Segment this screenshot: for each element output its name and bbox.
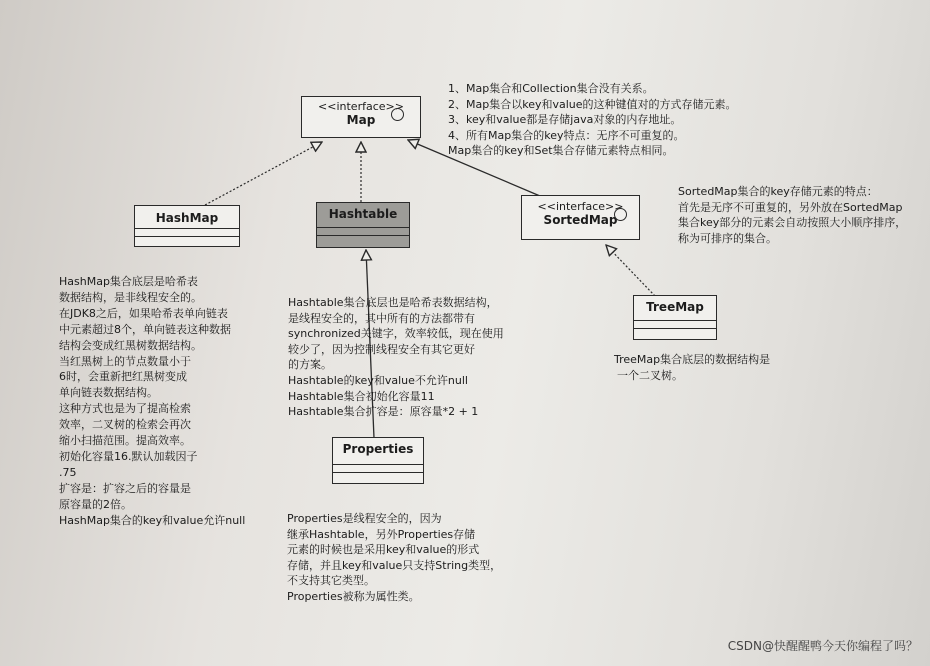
note-line: 2、Map集合以key和value的这种键值对的方式存储元素。 <box>448 97 737 111</box>
note-line: 不支持其它类型。 <box>287 574 375 588</box>
note-line: synchronized关键字，效率较低，现在使用 <box>288 327 504 341</box>
properties-note <box>287 511 501 605</box>
interface-circle-icon <box>614 208 627 221</box>
note-line: Hashtable的key和value不允许null <box>288 373 468 387</box>
map-interface-box <box>301 96 421 138</box>
note-line: SortedMap集合的key存储元素的特点： <box>678 185 878 198</box>
note-line: 较少了，因为控制线程安全有其它更好 <box>288 342 475 356</box>
note-line: Map集合的key和Set集合存储元素特点相同。 <box>448 144 674 157</box>
note-line: 单向链表数据结构。 <box>59 386 158 400</box>
note-line: TreeMap集合底层的数据结构是 <box>614 353 771 366</box>
note-line: 的方案。 <box>288 358 332 372</box>
note-line: 当红黑树上的节点数量小于 <box>59 354 191 368</box>
note-line: HashMap集合的key和value允许null <box>59 513 246 527</box>
note-line: 6时，会重新把红黑树变成 <box>59 370 187 384</box>
note-line: HashMap集合底层是哈希表 <box>59 275 198 288</box>
note-line: 数据结构，是非线程安全的。 <box>59 290 202 304</box>
note-line: 中元素超过8个，单向链表这种数据 <box>59 322 231 336</box>
note-line: 存储，并且key和value只支持String类型， <box>287 558 502 572</box>
hashtable-class-name: Hashtable <box>328 207 398 221</box>
properties-class-box <box>332 437 424 484</box>
note-line: Properties是线程安全的，因为 <box>287 512 442 525</box>
treemap-to-sortedmap-line <box>606 245 655 296</box>
note-line: 1、Map集合和Collection集合没有关系。 <box>448 82 654 95</box>
hashtable-attributes-section <box>317 227 409 235</box>
watermark-text: CSDN@快醒醒鸭今天你编程了吗？ <box>727 639 918 653</box>
map-note <box>448 81 737 159</box>
interface-circle-icon <box>391 108 404 121</box>
note-line: 在JDK8之后，如果哈希表单向链表 <box>59 306 228 320</box>
note-line: 4、所有Map集合的key特点：无序不可重复的。 <box>448 128 685 142</box>
note-line: Hashtable集合底层也是哈希表数据结构， <box>288 296 498 309</box>
map-stereotype: <<interface>> <box>318 100 404 113</box>
treemap-note <box>614 352 770 383</box>
note-line: 是线程安全的，其中所有的方法都带有 <box>288 311 475 325</box>
hashmap-class-box <box>134 205 240 247</box>
hashtable-note <box>288 295 504 420</box>
hashmap-note <box>59 274 245 529</box>
properties-methods-section <box>333 472 423 480</box>
note-line: 原容量的2倍。 <box>59 497 132 511</box>
hashmap-to-map-line <box>205 142 322 205</box>
note-line: 这种方式也是为了提高检索 <box>59 402 191 416</box>
hashtable-class-box <box>316 202 410 248</box>
map-class-name: Map <box>346 113 376 127</box>
note-line: Hashtable集合初始化容量11 <box>288 389 435 403</box>
note-line: 继承Hashtable，另外Properties存储 <box>287 527 476 541</box>
note-line: 一个二叉树。 <box>617 368 683 382</box>
note-line: 缩小扫描范围。提高效率。 <box>59 434 191 448</box>
treemap-class-name: TreeMap <box>646 300 704 314</box>
hashmap-class-name: HashMap <box>155 211 219 225</box>
note-line: 初始化容量16.默认加载因子 <box>59 449 198 463</box>
note-line: 效率，二叉树的检索会再次 <box>59 418 191 432</box>
properties-class-name: Properties <box>342 442 414 456</box>
properties-attributes-section <box>333 464 423 472</box>
treemap-attributes-section <box>634 320 716 328</box>
treemap-methods-section <box>634 328 716 336</box>
sortedmap-class-name: SortedMap <box>543 213 618 227</box>
note-line: 首先是无序不可重复的，另外放在SortedMap <box>678 200 903 214</box>
sortedmap-stereotype: <<interface>> <box>537 200 624 213</box>
hashmap-attributes-section <box>135 228 239 236</box>
note-line: 3、key和value都是存储java对象的内存地址。 <box>448 113 682 126</box>
note-line: Hashtable集合扩容是：原容量*2 + 1 <box>288 405 479 419</box>
note-line: 称为可排序的集合。 <box>678 231 777 245</box>
hashtable-methods-section <box>317 235 409 243</box>
note-line: 元素的时候也是采用key和value的形式 <box>287 543 480 557</box>
hashmap-methods-section <box>135 236 239 244</box>
note-line: 结构会变成红黑树数据结构。 <box>59 338 202 352</box>
note-line: 扩容是：扩容之后的容量是 <box>59 481 191 495</box>
sortedmap-interface-box <box>521 195 640 240</box>
sortedmap-note <box>678 184 906 246</box>
note-line: Properties被称为属性类。 <box>287 589 420 603</box>
treemap-class-box <box>633 295 717 340</box>
note-line: 集合key部分的元素会自动按照大小顺序排序， <box>678 216 907 230</box>
note-line: .75 <box>59 465 77 479</box>
